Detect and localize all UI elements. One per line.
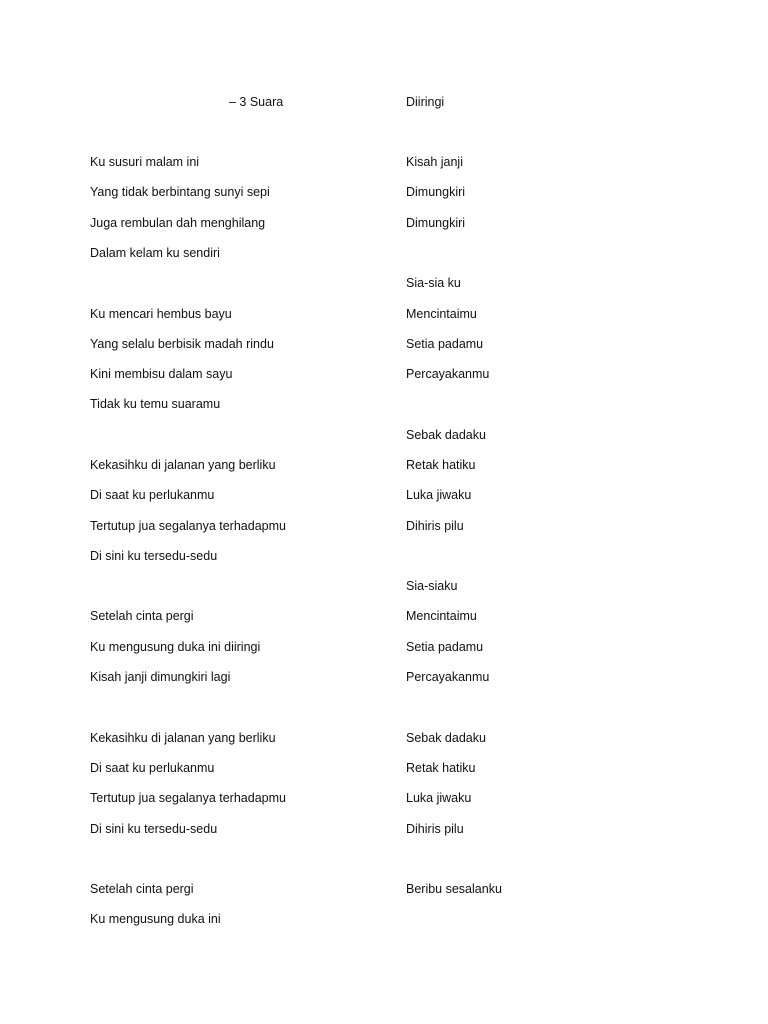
lyric-line: Di saat ku perlukanmu [90, 488, 215, 502]
lyric-line-right: Mencintaimu [406, 609, 477, 623]
lyric-line: Setelah cinta pergi [90, 609, 194, 623]
lyric-line: Yang tidak berbintang sunyi sepi [90, 185, 270, 199]
lyric-line-right: Percayakanmu [406, 367, 490, 381]
lyric-line-right: Beribu sesalanku [406, 882, 502, 896]
lyric-line-right: Retak hatiku [406, 458, 476, 472]
lyric-line: Ku susuri malam ini [90, 155, 200, 169]
document-title: – 3 Suara [229, 95, 284, 109]
lyric-line: Kisah janji dimungkiri lagi [90, 670, 231, 684]
lyric-line: Di saat ku perlukanmu [90, 761, 215, 775]
lyric-line: Ku mengusung duka ini diiringi [90, 640, 261, 654]
lyric-line: Yang selalu berbisik madah rindu [90, 337, 274, 351]
lyric-line-right: Setia padamu [406, 640, 484, 654]
lyric-line-right: Luka jiwaku [406, 488, 472, 502]
lyric-line-right: Kisah janji [406, 155, 463, 169]
lyric-line-right: Sebak dadaku [406, 731, 486, 745]
lyric-line: Ku mencari hembus bayu [90, 307, 232, 321]
lyric-line-right: Dihiris pilu [406, 822, 464, 836]
lyric-line: Tidak ku temu suaramu [90, 397, 221, 411]
lyric-line: Dalam kelam ku sendiri [90, 246, 220, 260]
lyric-line-right: Mencintaimu [406, 307, 477, 321]
lyric-line-right: Sia-sia ku [406, 276, 461, 290]
lyric-line: Tertutup jua segalanya terhadapmu [90, 519, 286, 533]
right-column-title: Diiringi [406, 95, 445, 109]
lyric-line-right: Sia-siaku [406, 579, 458, 593]
lyric-line: Juga rembulan dah menghilang [90, 216, 266, 230]
lyric-line-right: Setia padamu [406, 337, 484, 351]
lyric-line: Di sini ku tersedu-sedu [90, 822, 218, 836]
lyric-line: Kekasihku di jalanan yang berliku [90, 458, 276, 472]
lyric-line: Ku mengusung duka ini [90, 912, 221, 926]
lyric-line: Kekasihku di jalanan yang berliku [90, 731, 276, 745]
lyric-line: Setelah cinta pergi [90, 882, 194, 896]
lyric-line-right: Luka jiwaku [406, 791, 472, 805]
lyric-line: Di sini ku tersedu-sedu [90, 549, 218, 563]
lyric-line: Tertutup jua segalanya terhadapmu [90, 791, 286, 805]
lyric-line-right: Sebak dadaku [406, 428, 486, 442]
lyric-line-right: Dimungkiri [406, 216, 466, 230]
lyric-line: Kini membisu dalam sayu [90, 367, 233, 381]
lyric-line-right: Dimungkiri [406, 185, 466, 199]
lyric-line-right: Retak hatiku [406, 761, 476, 775]
lyric-line-right: Dihiris pilu [406, 519, 464, 533]
lyric-line-right: Percayakanmu [406, 670, 490, 684]
